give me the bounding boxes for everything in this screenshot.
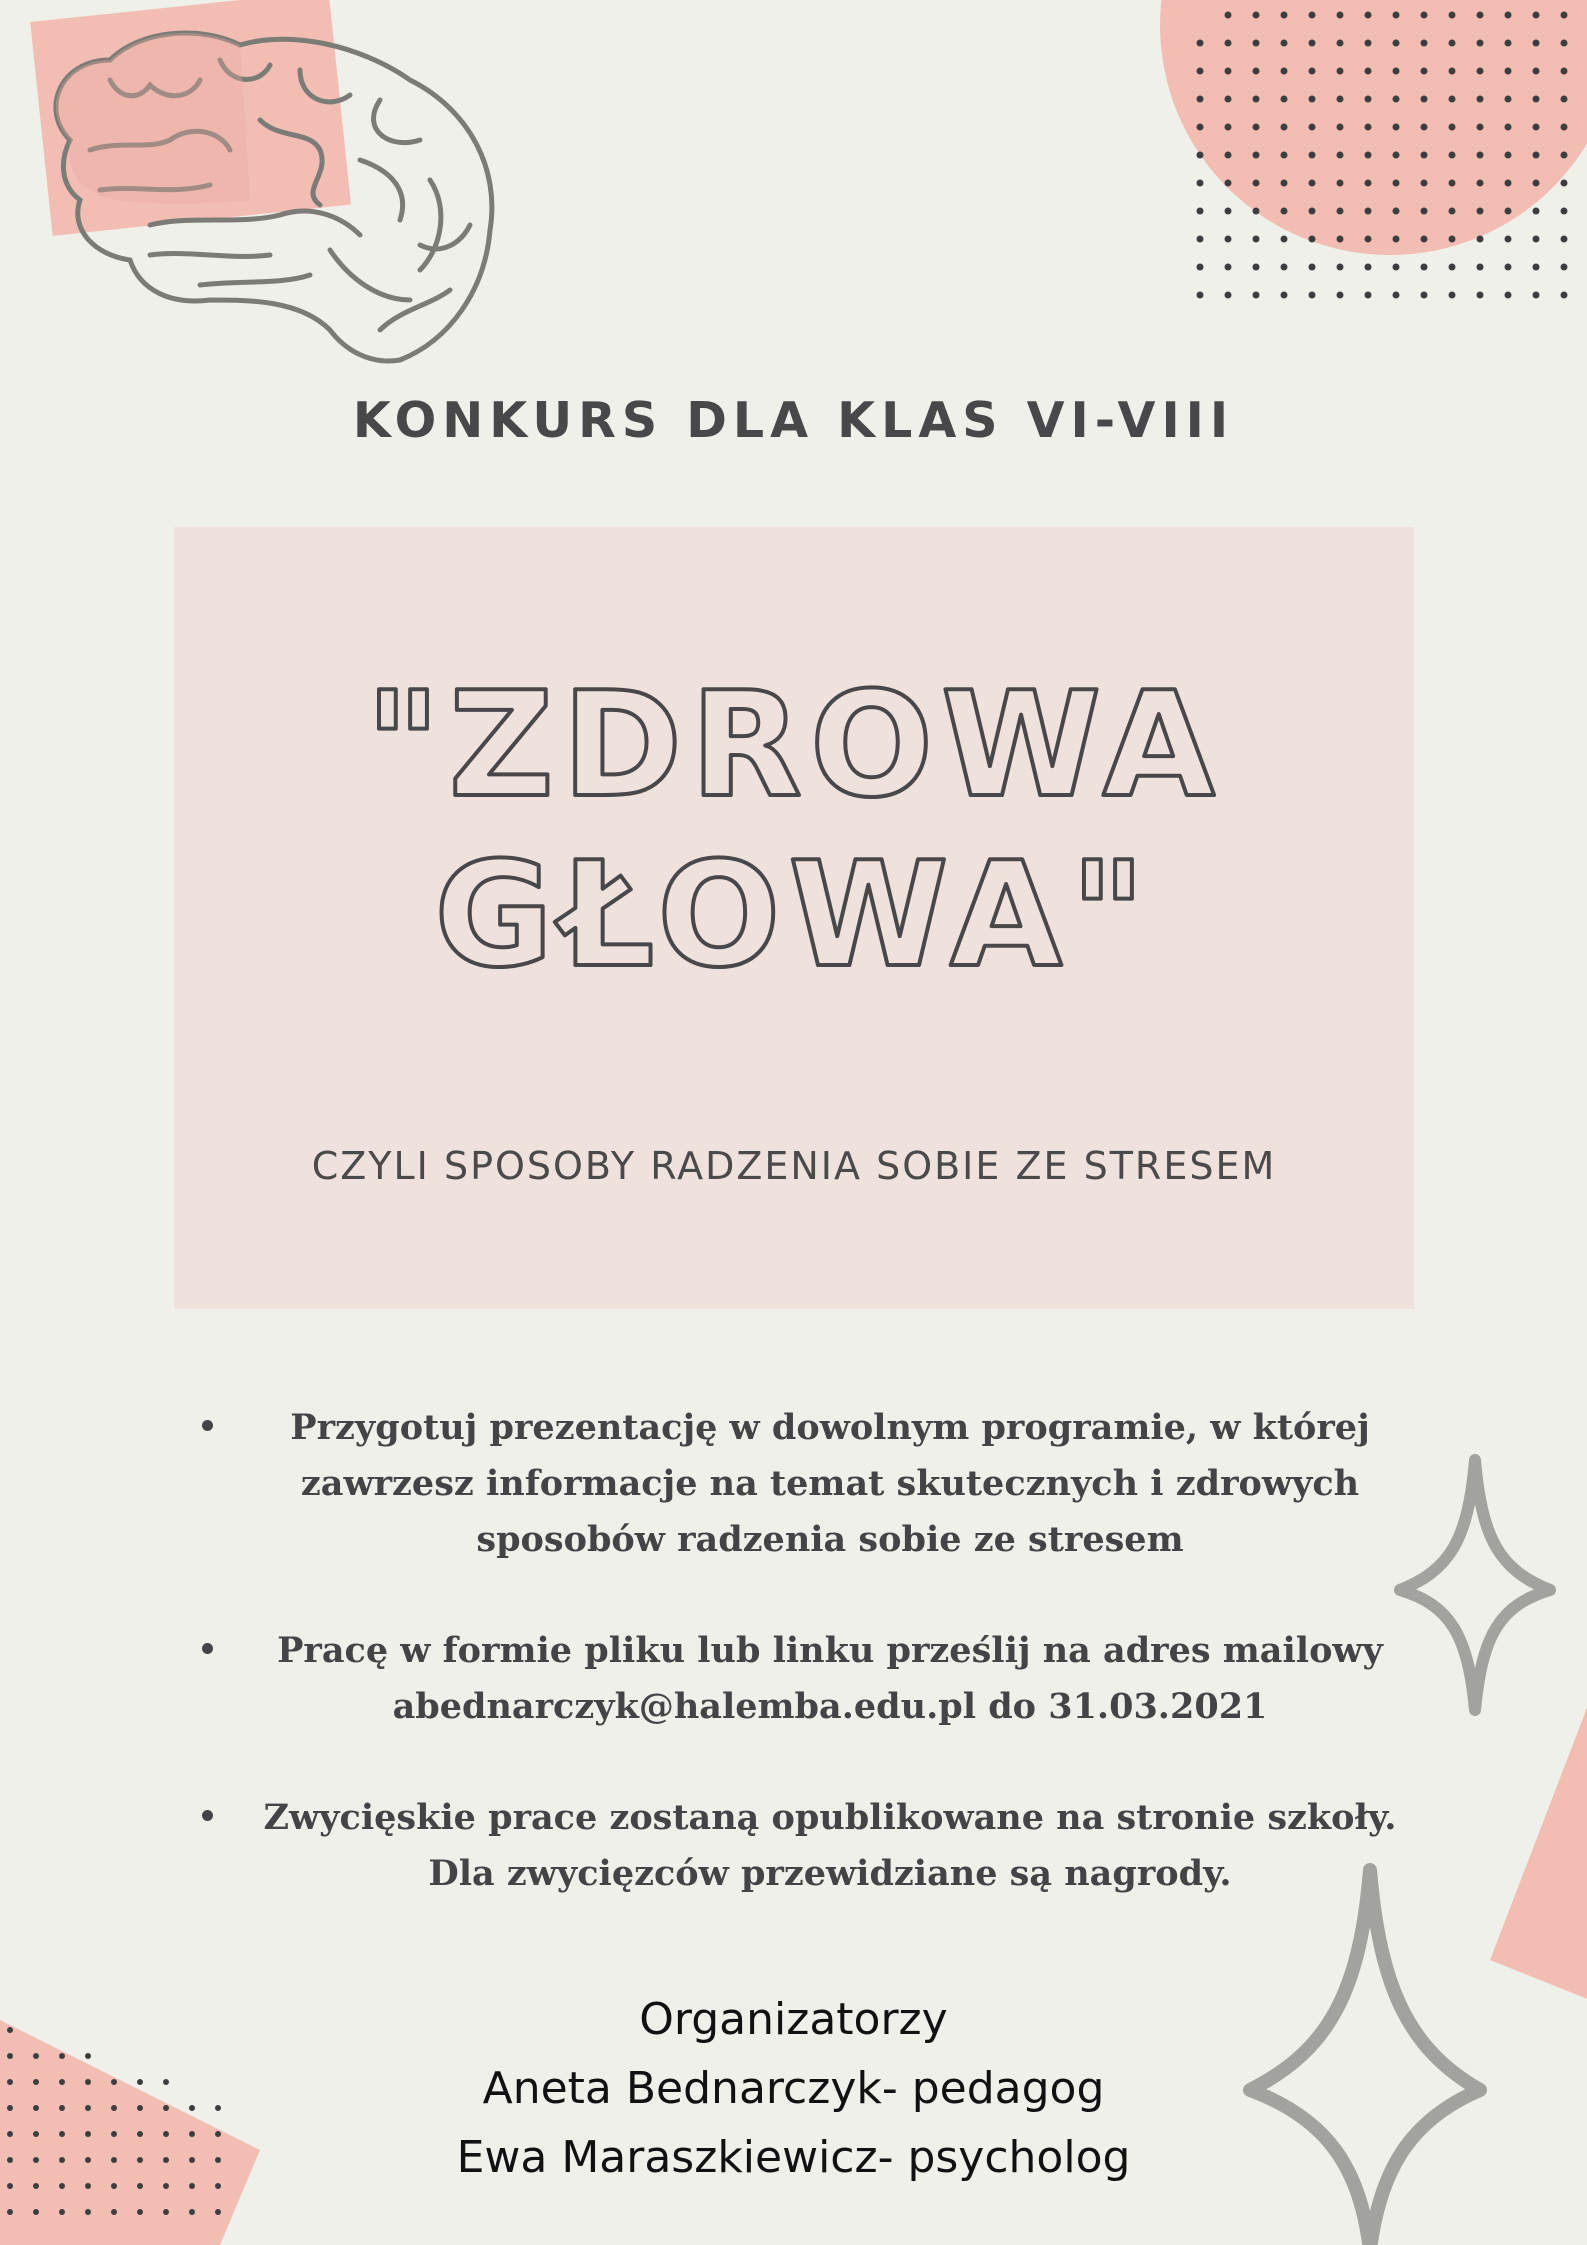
bullet-icon [202,1810,213,1821]
list-item [190,1790,1420,1902]
contest-header: KONKURS DLA KLAS VI-VIII [352,392,1235,449]
organizers [0,1985,1587,2192]
list-item-text: Zwycięskie prace zostaną opublikowane na stronie szkoły. Dla zwycięzców przewidziane są nagrody. [263,1797,1397,1894]
bullet-icon [202,1420,213,1431]
top-left-decoration [0,0,520,380]
list-item [190,1400,1420,1568]
organizer-name: Aneta Bednarczyk- pedagog [482,2063,1105,2114]
subtitle: CZYLI SPOSOBY RADZENIA SOBIE ZE STRESEM [311,1144,1277,1188]
list-item-text: Pracę w formie pliku lub linku prześlij na adres mailowy abednarczyk@halemba.edu.pl do 31.03.2021 [277,1630,1383,1727]
title-line-1: "ZDROWA [365,661,1223,830]
organizer-name: Ewa Maraszkiewicz- psycholog [456,2132,1131,2183]
pink-circle [1160,0,1587,255]
title-line-2: GŁOWA" [434,831,1154,1000]
rules-list [190,1400,1420,1957]
top-right-decoration [1080,0,1587,330]
list-item [190,1623,1420,1735]
organizers-heading: Organizatorzy [639,1994,948,2045]
bullet-icon [202,1643,213,1654]
title-card [174,527,1414,1309]
list-item-text: Przygotuj prezentację w dowolnym programie, w której zawrzesz informacje na temat skutecznych i zdrowych sposobów radzenia sobie ze stresem [290,1407,1370,1560]
